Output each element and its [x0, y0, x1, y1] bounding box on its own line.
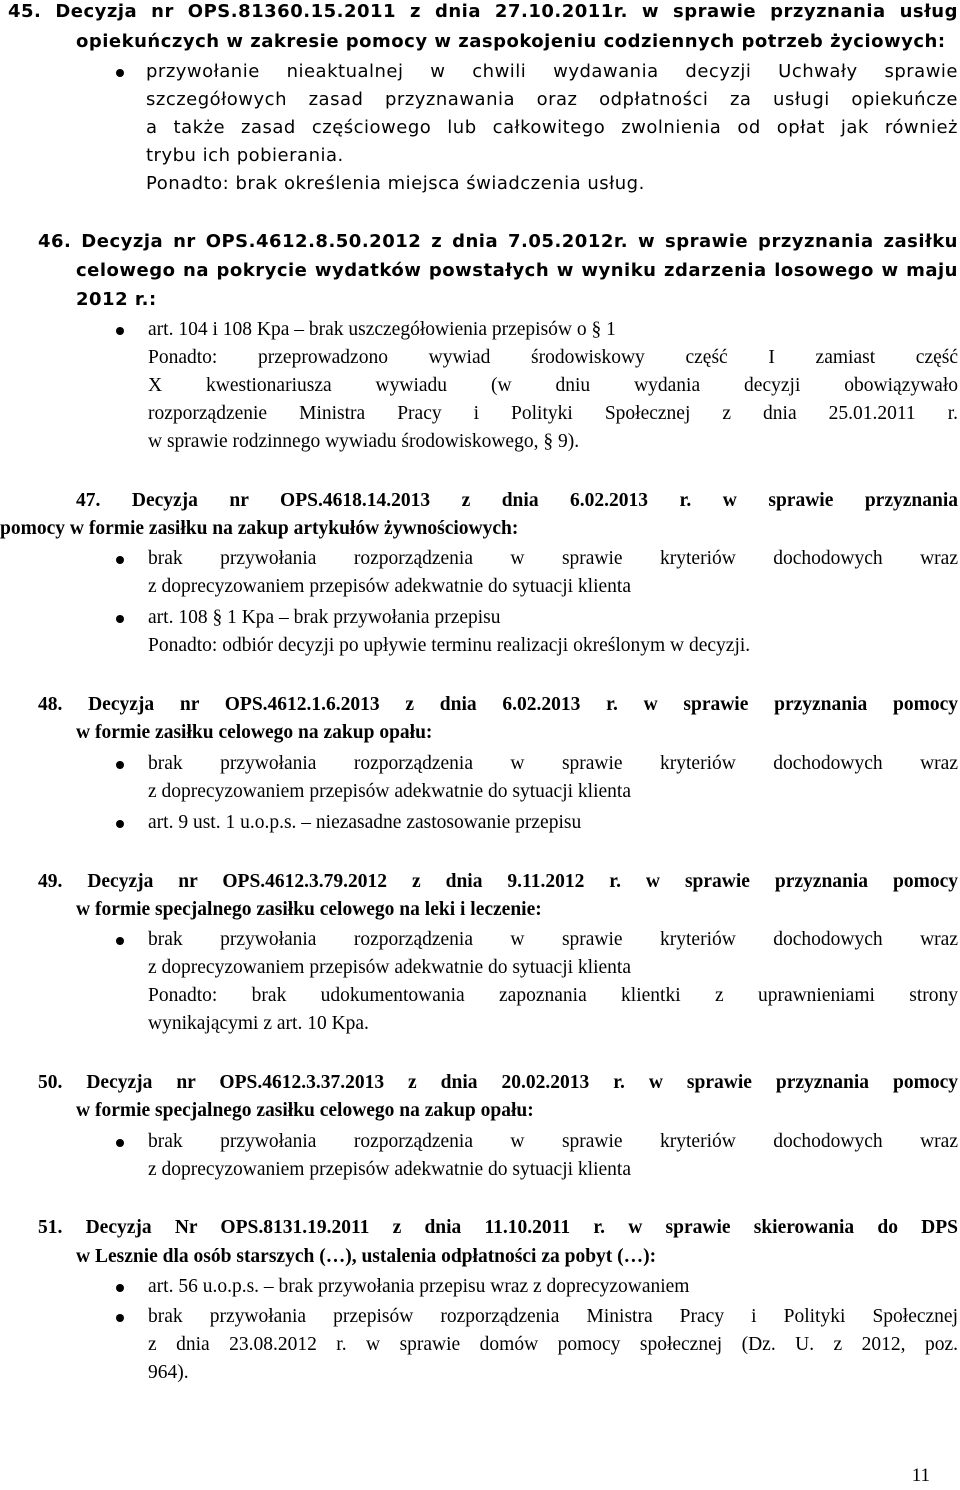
entry-47-bullet-2-line-1: art. 108 § 1 Kpa – brak przywołania przepisu [148, 607, 501, 628]
entry-heading-46-line-2: celowego na pokrycie wydatków powstałych w wyniku zdarzenia losowego w maju [76, 260, 958, 281]
entry-45-bullet-1-line-3: a także zasad częściowego lub całkowitego zwolnienia od opłat jak również [146, 117, 958, 138]
entry-48-bullet-2-line-1: art. 9 ust. 1 u.o.p.s. – niezasadne zastosowanie przepisu [148, 812, 582, 833]
entry-46-bullet-1-line-4: rozporządzenie Ministra Pracy i Polityki Społecznej z dnia 25.01.2011 r. [148, 403, 958, 424]
entry-50-bullet-1-line-2: z doprecyzowaniem przepisów adekwatnie do sytuacji klienta [148, 1159, 631, 1180]
entry-45-note: Ponadto: brak określenia miejsca świadczenia usług. [146, 173, 645, 194]
entry-heading-46-line-1: 46. Decyzja nr OPS.4612.8.50.2012 z dnia 7.05.2012r. w sprawie przyznania zasiłku [38, 231, 958, 252]
entry-heading-45-line-2: opiekuńczych w zakresie pomocy w zaspokojeniu codziennych potrzeb życiowych: [76, 31, 946, 52]
page-number: 11 [911, 1465, 930, 1486]
bullet-icon [116, 820, 124, 828]
bullet-icon [116, 556, 124, 564]
entry-heading-50-line-2: w formie specjalnego zasiłku celowego na zakup opału: [76, 1100, 534, 1121]
bullet-icon [116, 761, 124, 769]
bullet-icon [116, 1314, 124, 1322]
entry-49-bullet-1-line-4: wynikającymi z art. 10 Kpa. [148, 1013, 369, 1034]
entry-45-bullet-1-line-2: szczegółowych zasad przyznawania oraz odpłatności za usługi opiekuńcze [146, 89, 958, 110]
entry-47-bullet-1-line-2: z doprecyzowaniem przepisów adekwatnie do sytuacji klienta [148, 576, 631, 597]
entry-heading-51-line-2: w Lesznie dla osób starszych (…), ustalenia odpłatności za pobyt (…): [76, 1246, 657, 1267]
bullet-icon [116, 69, 124, 77]
entry-46-bullet-1-line-1: art. 104 i 108 Kpa – brak uszczegółowienia przepisów o § 1 [148, 319, 616, 340]
entry-heading-45-line-1: 45. Decyzja nr OPS.81360.15.2011 z dnia 27.10.2011r. w sprawie przyznania usług [8, 1, 958, 22]
entry-48-bullet-1-line-1: brak przywołania rozporządzenia w sprawie kryteriów dochodowych wraz [148, 753, 958, 774]
entry-50-bullet-1-line-1: brak przywołania rozporządzenia w sprawie kryteriów dochodowych wraz [148, 1131, 958, 1152]
entry-48-bullet-1-line-2: z doprecyzowaniem przepisów adekwatnie do sytuacji klienta [148, 781, 631, 802]
entry-46-bullet-1-line-2: Ponadto: przeprowadzono wywiad środowiskowy część I zamiast część [148, 347, 958, 368]
entry-45-bullet-1-line-4: trybu ich pobierania. [146, 145, 344, 166]
entry-47-bullet-2-line-2: Ponadto: odbiór decyzji po upływie terminu realizacji określonym w decyzji. [148, 635, 751, 656]
bullet-icon [116, 937, 124, 945]
bullet-icon [116, 1284, 124, 1292]
entry-heading-48-line-1: 48. Decyzja nr OPS.4612.1.6.2013 z dnia 6.02.2013 r. w sprawie przyznania pomocy [38, 694, 958, 715]
entry-49-bullet-1-line-3: Ponadto: brak udokumentowania zapoznania klientki z uprawnieniami strony [148, 985, 958, 1006]
entry-45-bullet-1-line-1: przywołanie nieaktualnej w chwili wydawania decyzji Uchwały sprawie [146, 61, 958, 82]
entry-49-bullet-1-line-2: z doprecyzowaniem przepisów adekwatnie do sytuacji klienta [148, 957, 631, 978]
entry-heading-47-line-2: pomocy w formie zasiłku na zakup artykułów żywnościowych: [0, 518, 519, 539]
entry-49-bullet-1-line-1: brak przywołania rozporządzenia w sprawie kryteriów dochodowych wraz [148, 929, 958, 950]
entry-46-bullet-1-line-5: w sprawie rodzinnego wywiadu środowiskowego, § 9). [148, 431, 580, 452]
entry-51-bullet-2-line-2: z dnia 23.08.2012 r. w sprawie domów pomocy społecznej (Dz. U. z 2012, poz. [148, 1334, 958, 1355]
entry-51-bullet-2-line-3: 964). [148, 1362, 189, 1383]
entry-46-bullet-1-line-3: X kwestionariusza wywiadu (w dniu wydania decyzji obowiązywało [148, 375, 958, 396]
entry-51-bullet-2-line-1: brak przywołania przepisów rozporządzenia Ministra Pracy i Polityki Społecznej [148, 1306, 958, 1327]
entry-heading-48-line-2: w formie zasiłku celowego na zakup opału: [76, 722, 433, 743]
bullet-icon [116, 1139, 124, 1147]
entry-heading-49-line-2: w formie specjalnego zasiłku celowego na leki i leczenie: [76, 899, 542, 920]
entry-heading-49-line-1: 49. Decyzja nr OPS.4612.3.79.2012 z dnia 9.11.2012 r. w sprawie przyznania pomocy [38, 871, 958, 892]
entry-47-bullet-1-line-1: brak przywołania rozporządzenia w sprawie kryteriów dochodowych wraz [148, 548, 958, 569]
entry-51-bullet-1-line-1: art. 56 u.o.p.s. – brak przywołania przepisu wraz z doprecyzowaniem [148, 1276, 690, 1297]
entry-heading-50-line-1: 50. Decyzja nr OPS.4612.3.37.2013 z dnia 20.02.2013 r. w sprawie przyznania pomocy [38, 1072, 958, 1093]
bullet-icon [116, 327, 124, 335]
bullet-icon [116, 615, 124, 623]
entry-heading-51-line-1: 51. Decyzja Nr OPS.8131.19.2011 z dnia 11.10.2011 r. w sprawie skierowania do DPS [38, 1217, 958, 1238]
entry-heading-46-line-3: 2012 r.: [76, 289, 157, 310]
entry-heading-47-line-1: 47. Decyzja nr OPS.4618.14.2013 z dnia 6.02.2013 r. w sprawie przyznania [76, 490, 958, 511]
